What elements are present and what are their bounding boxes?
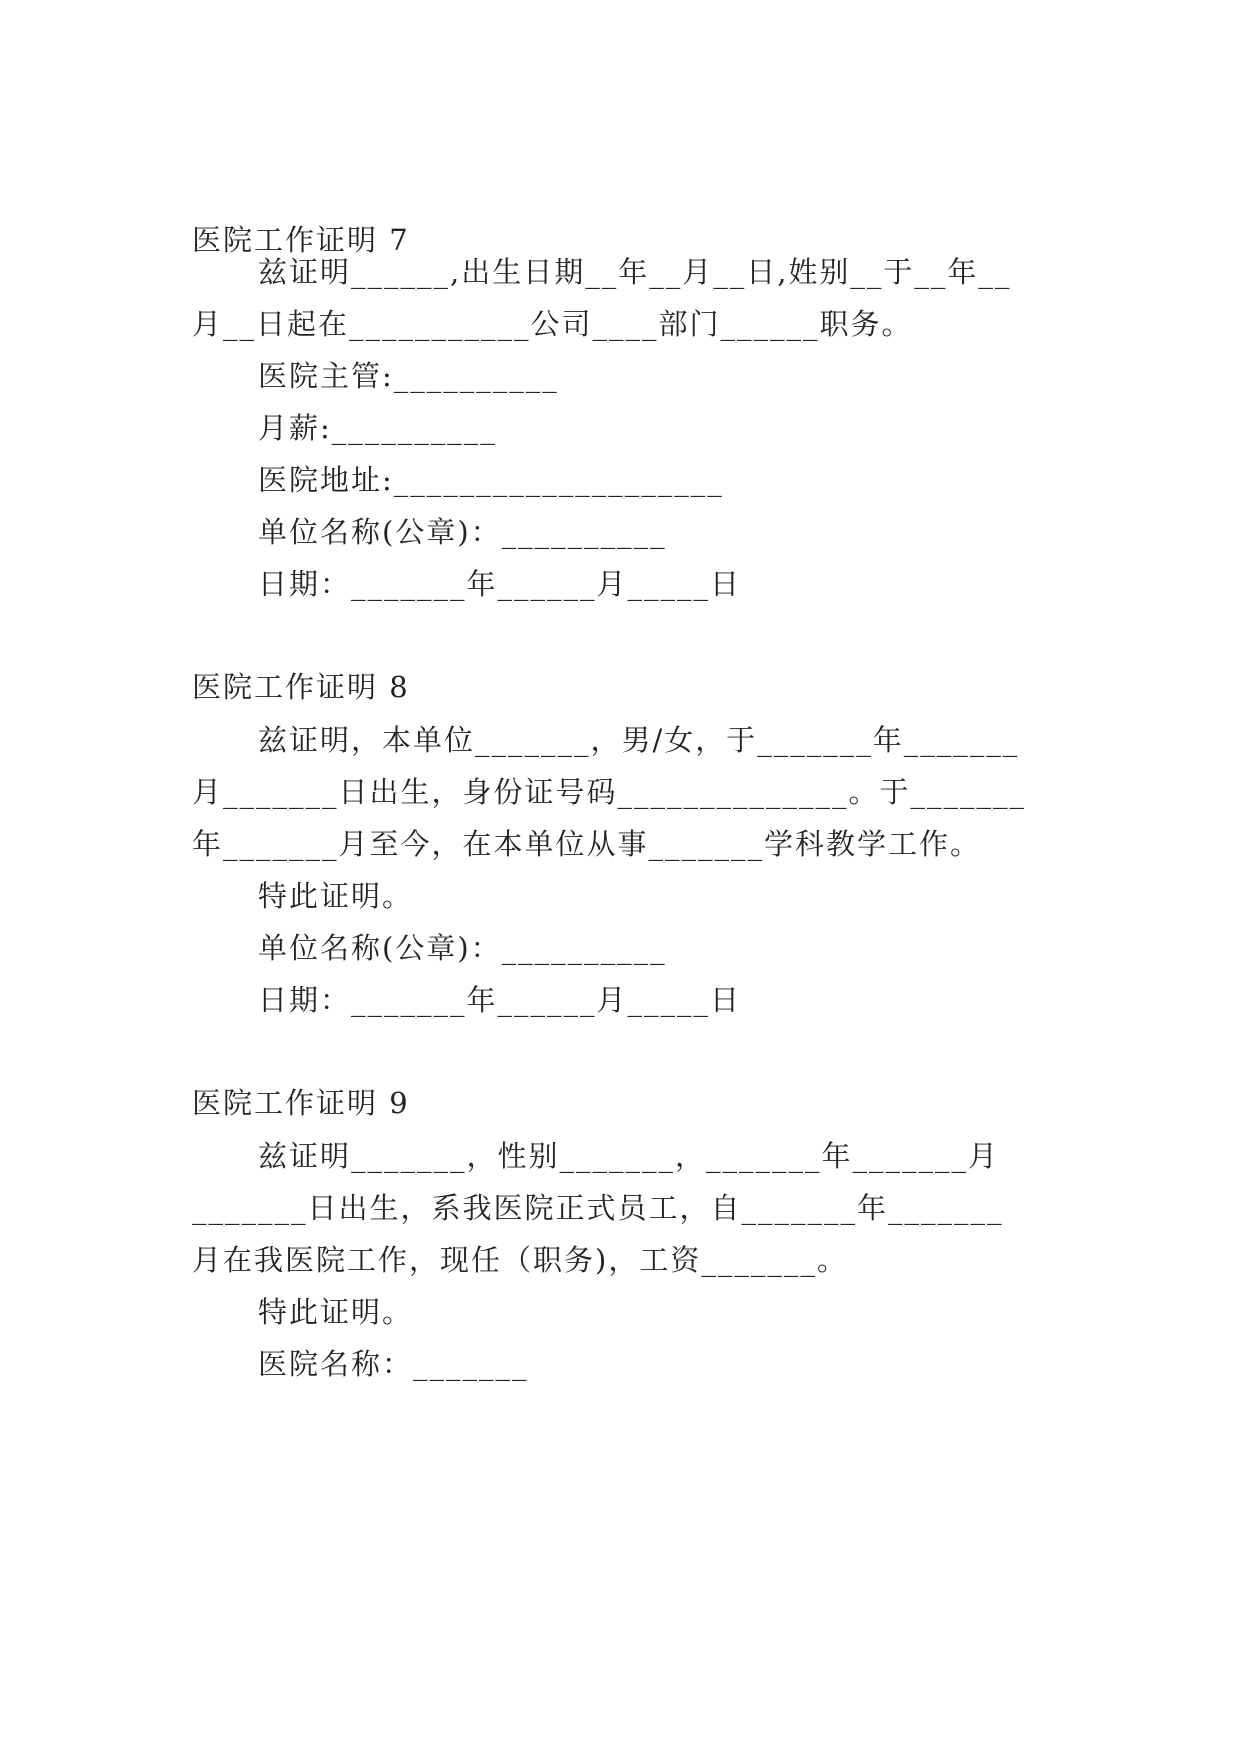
- section-title-7: 医院工作证明 7: [192, 223, 410, 257]
- paragraph-line: 兹证明_______，性别_______，_______年_______月: [258, 1139, 1000, 1173]
- paragraph-line: 年_______月至今，在本单位从事_______学科教学工作。: [192, 827, 982, 861]
- paragraph-line: 月在我医院工作，现任（职务)，工资_______。: [192, 1243, 848, 1277]
- paragraph-line: 兹证明______,出生日期__年__月__日,姓别__于__年__: [258, 255, 1012, 289]
- certify-text: 特此证明。: [258, 1295, 414, 1329]
- field-date: 日期：_______年______月_____日: [258, 983, 742, 1017]
- field-unit-name-seal: 单位名称(公章)：__________: [258, 931, 667, 965]
- certify-text: 特此证明。: [258, 879, 414, 913]
- paragraph-line: 月_______日出生，身份证号码______________。于_______: [192, 775, 1027, 809]
- paragraph-line: _______日出生，系我医院正式员工，自_______年_______: [192, 1191, 1004, 1225]
- paragraph-line: 兹证明，本单位_______，男/女，于_______年_______: [258, 723, 1020, 757]
- field-hospital-address: 医院地址:____________________: [258, 463, 724, 497]
- section-title-8: 医院工作证明 8: [192, 670, 410, 704]
- section-title-9: 医院工作证明 9: [192, 1086, 410, 1120]
- field-hospital-name: 医院名称：_______: [258, 1347, 529, 1381]
- field-date: 日期：_______年______月_____日: [258, 567, 742, 601]
- field-unit-name-seal: 单位名称(公章)：__________: [258, 515, 667, 549]
- paragraph-line: 月__日起在___________公司____部门______职务。: [192, 307, 913, 341]
- field-hospital-supervisor: 医院主管:__________: [258, 359, 559, 393]
- field-monthly-salary: 月薪:__________: [258, 411, 497, 445]
